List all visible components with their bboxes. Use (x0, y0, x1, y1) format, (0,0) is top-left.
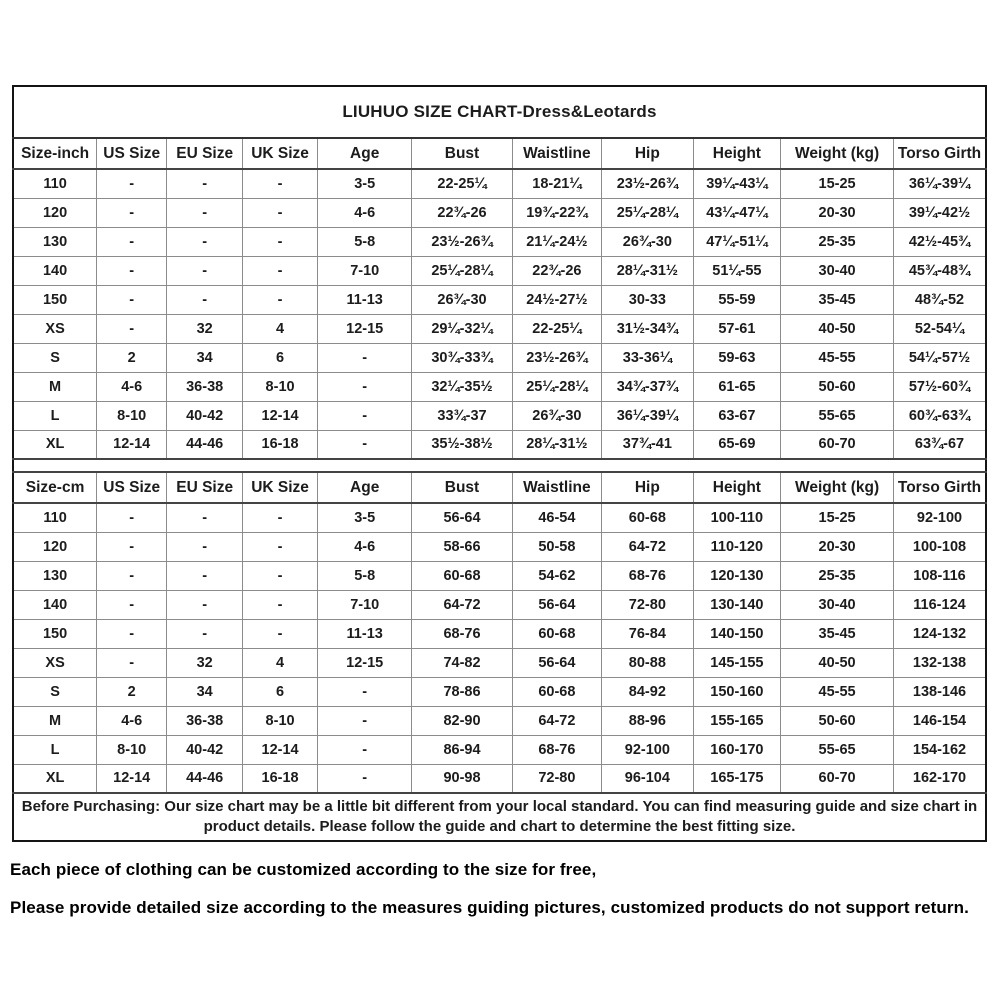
table-cell: 4-6 (318, 532, 412, 561)
table-cell: 55-65 (781, 735, 894, 764)
table-row (13, 227, 986, 256)
table-cell: - (97, 198, 167, 227)
table-row (13, 764, 986, 793)
table-cell: 51¼-55 (693, 256, 781, 285)
table-cell: 33¾-37 (412, 401, 512, 430)
table-cell: 78-86 (412, 677, 512, 706)
column-header: Size-cm (13, 472, 97, 503)
table-cell: 90-98 (412, 764, 512, 793)
table-cell: 43¼-47¼ (693, 198, 781, 227)
table-cell: 33-36¼ (602, 343, 693, 372)
table-cell: 20-30 (781, 532, 894, 561)
table-cell: 29¼-32¼ (412, 314, 512, 343)
table-cell: 19¾-22¾ (512, 198, 602, 227)
table-cell: 11-13 (318, 285, 412, 314)
table-cell: 22-25¼ (412, 169, 512, 198)
column-header: Hip (602, 472, 693, 503)
table-cell: - (97, 169, 167, 198)
table-cell: 30¾-33¾ (412, 343, 512, 372)
table-cell: 162-170 (894, 764, 987, 793)
table-cell: 8-10 (97, 401, 167, 430)
table-row (13, 343, 986, 372)
footer-note-row (13, 793, 986, 841)
table-cell: 12-14 (97, 764, 167, 793)
table-cell: 28¼-31½ (512, 430, 602, 459)
table-cell: - (167, 198, 243, 227)
size-cell: S (13, 677, 97, 706)
table-row (13, 430, 986, 459)
column-header: Weight (kg) (781, 138, 894, 169)
table-separator (13, 459, 986, 472)
table-cell: - (167, 503, 243, 532)
table-cell: 3-5 (318, 503, 412, 532)
column-header: Height (693, 138, 781, 169)
table-cell: 92-100 (602, 735, 693, 764)
table-cell: - (318, 401, 412, 430)
table-cell: 55-65 (781, 401, 894, 430)
table-cell: 61-65 (693, 372, 781, 401)
table-cell: 74-82 (412, 648, 512, 677)
chart-title: LIUHUO SIZE CHART-Dress&Leotards (13, 86, 986, 138)
table-cell: 138-146 (894, 677, 987, 706)
table-cell: - (243, 256, 318, 285)
table-cell: 4 (243, 314, 318, 343)
customization-note-line1: Each piece of clothing can be customized according to the size for free, (10, 860, 597, 879)
table-cell: 68-76 (412, 619, 512, 648)
table-cell: - (167, 590, 243, 619)
table-cell: 120-130 (693, 561, 781, 590)
table-row (13, 285, 986, 314)
table-cell: 6 (243, 343, 318, 372)
column-header: UK Size (243, 138, 318, 169)
table-cell: 165-175 (693, 764, 781, 793)
table-cell: 25¼-28¼ (412, 256, 512, 285)
column-header: Height (693, 472, 781, 503)
table-row (13, 314, 986, 343)
table-cell: 54¼-57½ (894, 343, 987, 372)
table-cell: 34 (167, 677, 243, 706)
size-cell: 150 (13, 285, 97, 314)
column-header: Bust (412, 472, 512, 503)
table-cell: 7-10 (318, 590, 412, 619)
table-cell: 39¼-43¼ (693, 169, 781, 198)
table-cell: 124-132 (894, 619, 987, 648)
table-cell: - (167, 285, 243, 314)
table-cell: 40-42 (167, 401, 243, 430)
table-cell: 140-150 (693, 619, 781, 648)
size-cell: L (13, 735, 97, 764)
table-cell: 12-15 (318, 648, 412, 677)
table-cell: 25-35 (781, 227, 894, 256)
table-cell: 5-8 (318, 561, 412, 590)
title-section (13, 86, 986, 138)
table-cell: 58-66 (412, 532, 512, 561)
table-row (13, 503, 986, 532)
table-cell: 16-18 (243, 430, 318, 459)
table-cell: - (243, 227, 318, 256)
table-cell: 3-5 (318, 169, 412, 198)
inch-table-section (13, 138, 986, 459)
column-header: Bust (412, 138, 512, 169)
table-row (13, 561, 986, 590)
column-header: Size-inch (13, 138, 97, 169)
table-cell: 45¾-48¾ (894, 256, 987, 285)
table-cell: - (318, 677, 412, 706)
table-cell: 108-116 (894, 561, 987, 590)
table-cell: 15-25 (781, 503, 894, 532)
table-cell: 56-64 (412, 503, 512, 532)
table-cell: 68-76 (602, 561, 693, 590)
table-cell: 36¼-39¼ (602, 401, 693, 430)
table-cell: 64-72 (512, 706, 602, 735)
table-cell: 57-61 (693, 314, 781, 343)
table-cell: 76-84 (602, 619, 693, 648)
table-cell: - (243, 285, 318, 314)
table-cell: 15-25 (781, 169, 894, 198)
table-cell: 34¾-37¾ (602, 372, 693, 401)
table-cell: 25-35 (781, 561, 894, 590)
table-cell: - (97, 619, 167, 648)
table-cell: - (97, 503, 167, 532)
table-cell: - (318, 430, 412, 459)
table-cell: 4-6 (97, 706, 167, 735)
table-cell: 72-80 (602, 590, 693, 619)
table-row (13, 677, 986, 706)
table-row (13, 648, 986, 677)
table-row (13, 401, 986, 430)
table-cell: - (243, 503, 318, 532)
footer-section (13, 793, 986, 841)
column-header: EU Size (167, 472, 243, 503)
table-cell: 12-14 (97, 430, 167, 459)
table-cell: - (167, 619, 243, 648)
table-row (13, 619, 986, 648)
table-cell: 8-10 (243, 372, 318, 401)
table-cell: 92-100 (894, 503, 987, 532)
table-cell: 56-64 (512, 648, 602, 677)
size-cell: 120 (13, 532, 97, 561)
separator-row (13, 459, 986, 472)
size-cell: XL (13, 764, 97, 793)
table-cell: 18-21¼ (512, 169, 602, 198)
table-cell: 8-10 (243, 706, 318, 735)
column-header: Torso Girth (894, 472, 987, 503)
size-cell: 130 (13, 561, 97, 590)
table-cell: 54-62 (512, 561, 602, 590)
table-cell: 21¼-24½ (512, 227, 602, 256)
table-cell: 6 (243, 677, 318, 706)
table-cell: 23½-26¾ (512, 343, 602, 372)
table-cell: 34 (167, 343, 243, 372)
table-cell: 35-45 (781, 285, 894, 314)
table-row (13, 532, 986, 561)
table-cell: - (318, 343, 412, 372)
table-row (13, 590, 986, 619)
table-cell: 4 (243, 648, 318, 677)
table-cell: - (167, 532, 243, 561)
table-cell: 5-8 (318, 227, 412, 256)
table-cell: - (318, 706, 412, 735)
table-cell: - (318, 764, 412, 793)
table-cell: 25¼-28¼ (602, 198, 693, 227)
table-row (13, 735, 986, 764)
size-cell: XS (13, 648, 97, 677)
table-cell: 130-140 (693, 590, 781, 619)
column-header: Hip (602, 138, 693, 169)
table-cell: - (97, 256, 167, 285)
table-cell: 11-13 (318, 619, 412, 648)
table-cell: - (167, 561, 243, 590)
table-cell: 60¾-63¾ (894, 401, 987, 430)
table-cell: - (97, 532, 167, 561)
column-header: UK Size (243, 472, 318, 503)
table-cell: 26¾-30 (602, 227, 693, 256)
table-cell: 16-18 (243, 764, 318, 793)
table-cell: 72-80 (512, 764, 602, 793)
table-cell: 42½-45¾ (894, 227, 987, 256)
table-cell: 60-68 (602, 503, 693, 532)
column-header: Torso Girth (894, 138, 987, 169)
table-cell: 37¾-41 (602, 430, 693, 459)
table-cell: - (243, 169, 318, 198)
table-cell: 12-14 (243, 735, 318, 764)
size-cell: M (13, 706, 97, 735)
table-cell: 35-45 (781, 619, 894, 648)
table-cell: 57½-60¾ (894, 372, 987, 401)
table-cell: - (318, 735, 412, 764)
table-cell: 63¾-67 (894, 430, 987, 459)
table-cell: 2 (97, 677, 167, 706)
table-cell: 39¼-42½ (894, 198, 987, 227)
table-cell: 145-155 (693, 648, 781, 677)
table-cell: 22¾-26 (512, 256, 602, 285)
table-cell: - (97, 590, 167, 619)
table-cell: 26¾-30 (512, 401, 602, 430)
table-cell: 35½-38½ (412, 430, 512, 459)
table-cell: 47¼-51¼ (693, 227, 781, 256)
table-cell: 45-55 (781, 677, 894, 706)
table-cell: 80-88 (602, 648, 693, 677)
table-cell: 40-50 (781, 314, 894, 343)
column-header: Age (318, 138, 412, 169)
table-cell: 28¼-31½ (602, 256, 693, 285)
table-cell: 12-15 (318, 314, 412, 343)
table-row (13, 706, 986, 735)
size-cell: 130 (13, 227, 97, 256)
column-header: Weight (kg) (781, 472, 894, 503)
table-cell: 31½-34¾ (602, 314, 693, 343)
table-cell: 26¾-30 (412, 285, 512, 314)
table-cell: 44-46 (167, 764, 243, 793)
table-cell: 50-60 (781, 372, 894, 401)
size-cell: 140 (13, 590, 97, 619)
table-cell: 36-38 (167, 372, 243, 401)
table-cell: 86-94 (412, 735, 512, 764)
table-cell: - (167, 227, 243, 256)
table-cell: - (243, 198, 318, 227)
table-cell: 146-154 (894, 706, 987, 735)
table-cell: 55-59 (693, 285, 781, 314)
table-cell: 48¾-52 (894, 285, 987, 314)
inch-header-row (13, 138, 986, 169)
table-cell: 40-50 (781, 648, 894, 677)
table-cell: - (97, 648, 167, 677)
table-cell: 59-63 (693, 343, 781, 372)
table-cell: 110-120 (693, 532, 781, 561)
size-chart-table (12, 85, 987, 842)
table-cell: 60-70 (781, 764, 894, 793)
column-header: Waistline (512, 472, 602, 503)
table-cell: 32 (167, 314, 243, 343)
table-cell: 150-160 (693, 677, 781, 706)
table-cell: 116-124 (894, 590, 987, 619)
size-cell: S (13, 343, 97, 372)
size-chart-container (12, 85, 987, 842)
table-cell: 155-165 (693, 706, 781, 735)
table-cell: - (243, 561, 318, 590)
table-cell: 40-42 (167, 735, 243, 764)
table-row (13, 256, 986, 285)
before-purchasing-note: Before Purchasing: Our size chart may be a little bit different from your local standard. You can find measuring guide and size chart in product details. Please follow the guide and chart to determine the best fitting size. (13, 793, 986, 841)
table-cell: 60-68 (512, 677, 602, 706)
size-cell: 140 (13, 256, 97, 285)
size-cell: 110 (13, 169, 97, 198)
size-cell: XL (13, 430, 97, 459)
table-cell: 52-54¼ (894, 314, 987, 343)
size-cell: M (13, 372, 97, 401)
table-cell: - (318, 372, 412, 401)
table-cell: 7-10 (318, 256, 412, 285)
table-cell: 50-58 (512, 532, 602, 561)
table-cell: 84-92 (602, 677, 693, 706)
column-header: US Size (97, 138, 167, 169)
column-header: Waistline (512, 138, 602, 169)
column-header: Age (318, 472, 412, 503)
table-cell: 30-40 (781, 590, 894, 619)
table-cell: 45-55 (781, 343, 894, 372)
table-cell: 96-104 (602, 764, 693, 793)
chart-title-row (13, 86, 986, 138)
table-row (13, 169, 986, 198)
size-cell: L (13, 401, 97, 430)
table-cell: 100-110 (693, 503, 781, 532)
table-cell: 23½-26¾ (602, 169, 693, 198)
table-row (13, 198, 986, 227)
table-cell: 132-138 (894, 648, 987, 677)
table-cell: 8-10 (97, 735, 167, 764)
table-cell: 12-14 (243, 401, 318, 430)
table-cell: 50-60 (781, 706, 894, 735)
table-cell: 32 (167, 648, 243, 677)
table-cell: 64-72 (412, 590, 512, 619)
table-cell: 56-64 (512, 590, 602, 619)
table-cell: 64-72 (602, 532, 693, 561)
table-cell: - (167, 256, 243, 285)
table-cell: - (243, 590, 318, 619)
table-cell: 160-170 (693, 735, 781, 764)
size-cell: 120 (13, 198, 97, 227)
table-cell: 60-70 (781, 430, 894, 459)
table-cell: 30-40 (781, 256, 894, 285)
table-cell: 4-6 (97, 372, 167, 401)
table-cell: 60-68 (412, 561, 512, 590)
table-cell: - (97, 227, 167, 256)
table-cell: - (97, 285, 167, 314)
table-cell: 30-33 (602, 285, 693, 314)
table-cell: 100-108 (894, 532, 987, 561)
table-cell: 23½-26¾ (412, 227, 512, 256)
table-cell: 32¼-35½ (412, 372, 512, 401)
table-cell: 36-38 (167, 706, 243, 735)
cm-table-section (13, 472, 986, 793)
table-cell: - (97, 561, 167, 590)
table-cell: 82-90 (412, 706, 512, 735)
size-cell: 110 (13, 503, 97, 532)
table-cell: 60-68 (512, 619, 602, 648)
table-cell: 88-96 (602, 706, 693, 735)
size-cell: XS (13, 314, 97, 343)
size-cell: 150 (13, 619, 97, 648)
table-cell: 65-69 (693, 430, 781, 459)
table-cell: 4-6 (318, 198, 412, 227)
table-cell: 20-30 (781, 198, 894, 227)
column-header: US Size (97, 472, 167, 503)
table-cell: 25¼-28¼ (512, 372, 602, 401)
table-cell: - (243, 619, 318, 648)
table-cell: 36¼-39¼ (894, 169, 987, 198)
table-cell: 22-25¼ (512, 314, 602, 343)
table-cell: 44-46 (167, 430, 243, 459)
table-cell: 154-162 (894, 735, 987, 764)
table-cell: - (167, 169, 243, 198)
column-header: EU Size (167, 138, 243, 169)
table-row (13, 372, 986, 401)
table-cell: 24½-27½ (512, 285, 602, 314)
table-cell: 22¾-26 (412, 198, 512, 227)
table-cell: 46-54 (512, 503, 602, 532)
table-cell: 63-67 (693, 401, 781, 430)
table-cell: 68-76 (512, 735, 602, 764)
customization-note-line2: Please provide detailed size according to the measures guiding pictures, customized products do not support return. (10, 898, 969, 917)
table-cell: 2 (97, 343, 167, 372)
separator-band (13, 459, 986, 472)
table-cell: - (243, 532, 318, 561)
cm-header-row (13, 472, 986, 503)
table-cell: - (97, 314, 167, 343)
